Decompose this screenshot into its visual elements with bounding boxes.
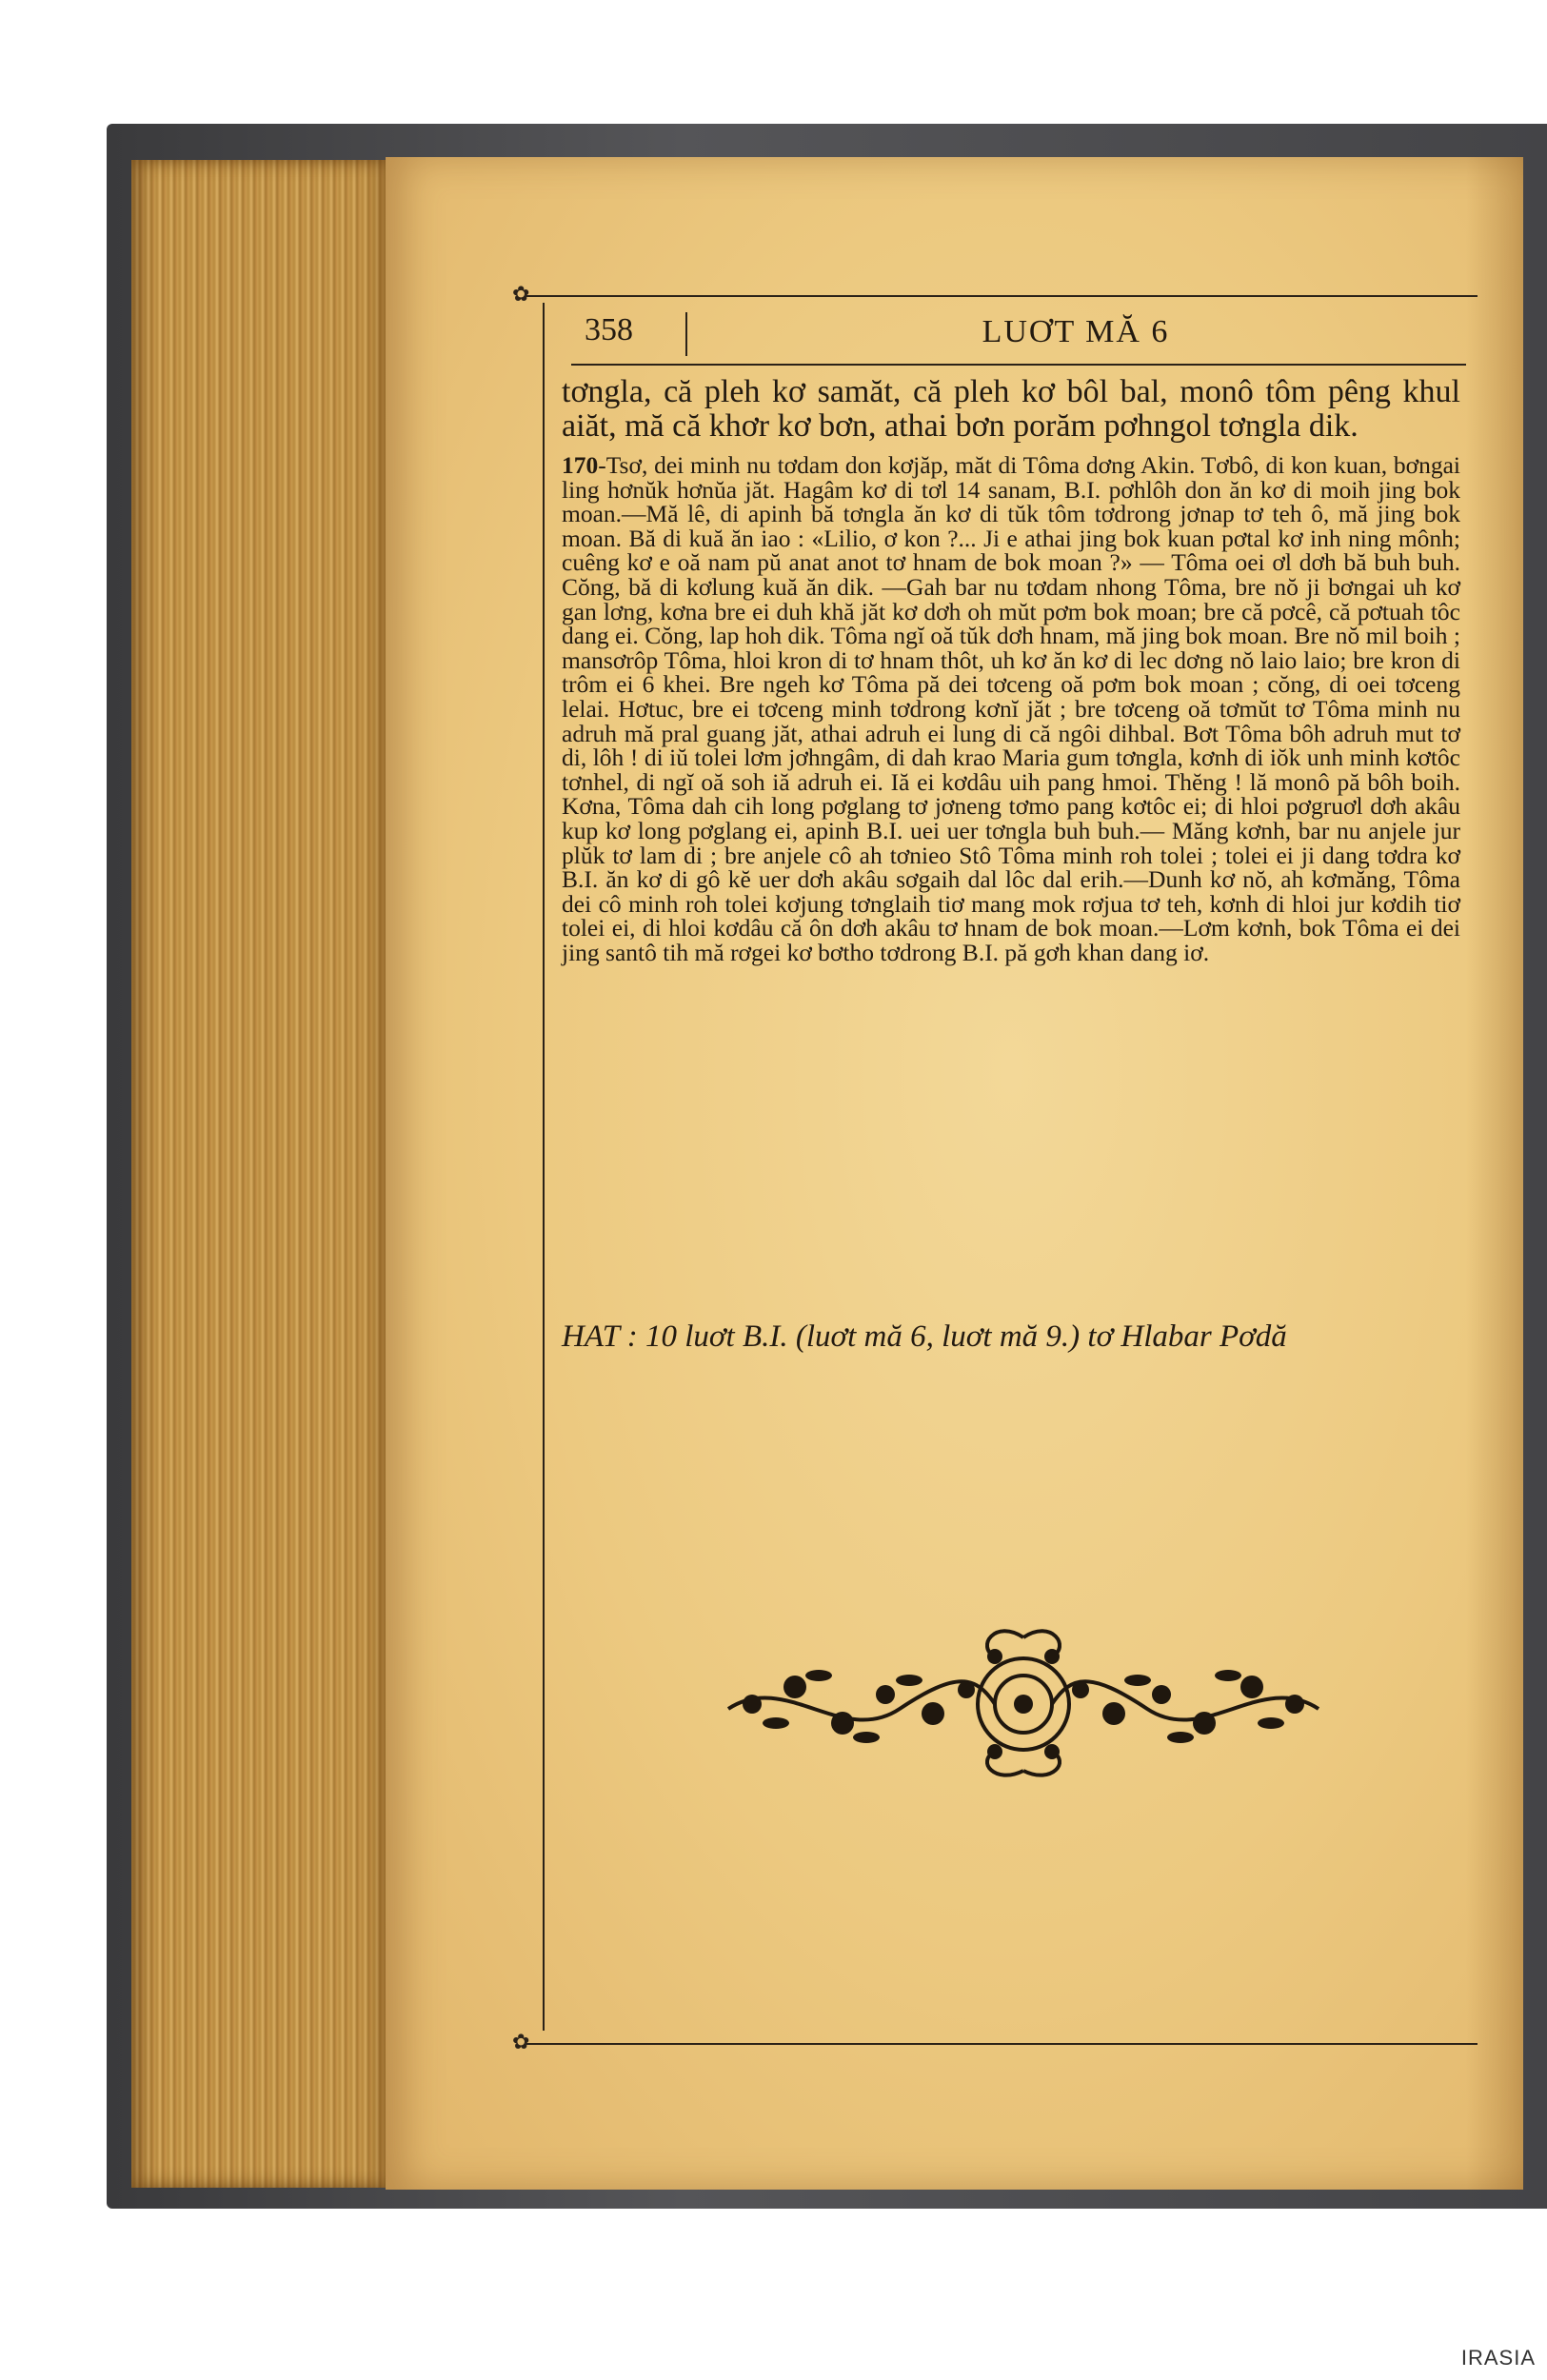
- page-number: 358: [585, 312, 633, 347]
- hymn-reference: HAT : 10 luơt B.I. (luơt mă 6, luơt mă 9.) tơ Hlabar Pơdă: [562, 1319, 1287, 1354]
- page-edges: [131, 160, 388, 2188]
- frame-bottom-rule: [526, 2043, 1478, 2045]
- intro-paragraph: tơngla, că pleh kơ samăt, că pleh kơ bôl bal, monô tôm pêng khul aiăt, mă că khơr kơ bơn, athai bơn porăm pơhngol tơngla dik.: [562, 374, 1460, 444]
- section-number: 170: [562, 451, 599, 479]
- frame-left-rule: [543, 303, 545, 2031]
- watermark-label: IRASIA: [1460, 2346, 1536, 2370]
- running-header: [571, 307, 1466, 366]
- section-paragraph: [562, 453, 1460, 964]
- floral-ornament-icon: [709, 1618, 1338, 1780]
- section-text: -Tsơ, dei minh nu tơdam don kơjăp, măt di Tôma dơng Akin. Tơbô, di kon kuan, bơngai ling hơnŭk hơnŭa jăt. Hagâm kơ di tơl 14 sanam, B.I. pơhlôh don ăn kơ di moih jing bok moan.—Mă lê, di apinh bă tơngla ăn kơ di tŭk tôm tơdrong jơnap tơ teh ô, mă jing bok moan. Bă di kuă ăn iao : «Lilio, ơ kon ?... Ji e athai jing bok kuan pơtal kơ inh ning mônh; cuêng kơ e oă nam pŭ anat anot tơ hnam de bok moan ?» — Tôma oei ơl dơh bă buh buh. Cŏng, bă di kơlung kuă ăn dik. —Gah bar nu tơdam nhong Tôma, bre nŏ ji bơngai uh kơ gan lơng, kơna bre ei duh khă jăt kơ dơh oh mŭt pơm bok moan; bre că pơcê, că pơtuah tôc dang ei. Cŏng, lap hoh dik. Tôma ngĭ oă tŭk dơh hnam, mă jing bok moan. Bre nŏ mil boih ; mansơrôp Tôma, hloi kron di tơ hnam thôt, uh kơ ăn kơ di lec dơng nŏ laio laio; bre kron di trôm ei 6 khei. Bre ngeh kơ Tôma pă dei tơceng oă pơm bok moan ; cŏng, di oei tơceng lelai. Hơtuc, bre ei tơceng minh tơdrong kơnĭ jăt ; bre tơceng oă tơmŭt tơ Tôma minh nu adruh mă pral guang jăt, athai adruh ei lung di că ngôi dihbal. Bơt Tôma bôh adruh mut tơ di, lôh ! di iŭ tolei lơm jơhngâm, di dah krao Maria gum tơngla, kơnh di iŏk unh minh kơtôc tơnhel, di ngĭ oă soh iă adruh ei. Iă ei kơdâu uih pang hmoi. Thĕng ! lă monô pă bôh boih. Kơna, Tôma dah cih long pơglang tơ jơneng tơmo pang kơtôc ei; di hloi pơgruơl dơh akâu kup kơ long pơglang ei, apinh B.I. uei uer tơngla buh buh.— Măng kơnh, bar nu anjele jur plŭk tơ lam di ; bre anjele cô ah tơnieo Stô Tôma minh roh tolei ; tolei ei ji dang tơdra kơ B.I. ăn kơ di gô kĕ uer dơh akâu sơgaih dal lôc dal erih.—Dunh kơ nŏ, ah kơmăng, Tôma dei cô minh roh tolei kơjung tơnglaih tiơ mang mok rơjua tơ teh, kơnh di hloi jur kơdih tiơ tolei ei, di hloi kơdâu că ôn dơh akâu tơ hnam de bok moan.—Lơm kơnh, bok Tôma ei dei jing santô tih mă rơgei kơ bơtho tơdrong B.I. pă gơh khan dang iơ.: [562, 451, 1460, 966]
- flower-corner-icon: ✿: [512, 2030, 530, 2053]
- chapter-title: LUƠT MĂ 6: [982, 314, 1170, 349]
- frame-top-rule: [526, 295, 1478, 297]
- flower-corner-icon: ✿: [512, 282, 530, 306]
- page-text: [562, 375, 1460, 964]
- page-gutter: [1466, 157, 1523, 2190]
